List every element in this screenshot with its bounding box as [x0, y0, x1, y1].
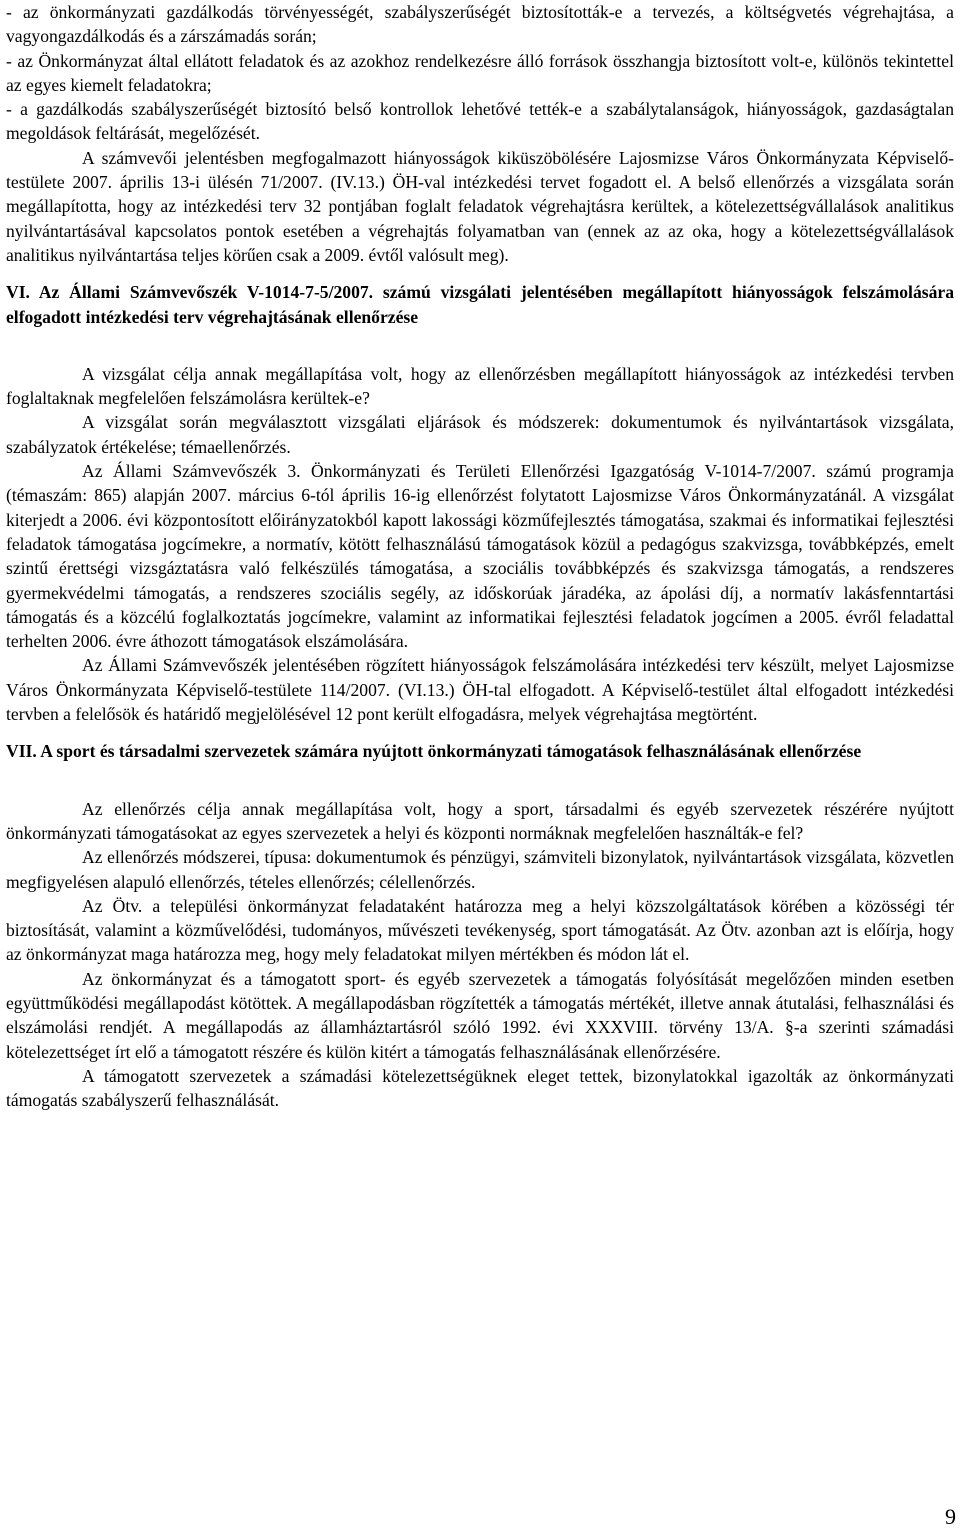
body-paragraph: Az Állami Számvevőszék 3. Önkormányzati és Területi Ellenőrzési Igazgatóság V-1014-7/2007. számú programja (témaszám: 865) alapján 2007. március 6-tól április 16-ig ellenőrzést folytatott Lajosmizse Város Önkormányzatánál. A vizsgálat kiterjedt a 2006. évi központosított előirányzatokból kapott lakossági közműfejlesztés támogatása, szakmai és informatikai fejlesztési feladatok támogatása jogcímekre, a normatív, kötött felhasználású támogatások közül a pedagógus szakvizsga, továbbképzés, emelt szintű érettségi vizsgáztatásra való felkészülés támogatása, a szociális továbbképzés és szakvizsga támogatás, a rendszeres gyermekvédelmi támogatás, a rendszeres szociális segély, az időskorúak járadéka, az ápolási díj, a normatív lakásfenntartási támogatás és a közcélú foglalkoztatás jogcímekre, valamint az informatikai fejlesztési feladatok jogcímen a 2005. évről feladattal terhelten 2006. évre áthozott támogatások elszámolására. — [6, 461, 954, 652]
body-paragraph: Az Állami Számvevőszék jelentésében rögzített hiányosságok felszámolására intézkedési terv készült, melyet Lajosmizse Város Önkormányzata Képviselő-testülete 114/2007. (VI.13.) ÖH-tal elfogadott. A Képviselő-testület által elfogadott intézkedési tervben a felelősök és határidő megjelölésével 12 pont került elfogadásra, melyek végrehajtása megtörtént. — [6, 655, 954, 725]
body-paragraph: Az önkormányzat és a támogatott sport- és egyéb szervezetek a támogatás folyósítását megelőzően minden esetben együttműködési megállapodást kötöttek. A megállapodásban rögzítették a támogatás mértékét, illetve annak átutalási, felhasználási és elszámolási rendjét. A megállapodás az államháztartásról szóló 1992. évi XXXVIII. törvény 13/A. §-a szerinti számadási kötelezettséget írt elő a támogatott részére és külön kitért a támogatás felhasználásának ellenőrzésére. — [6, 968, 954, 1062]
spacer — [6, 267, 954, 280]
spacer — [6, 764, 954, 797]
body-paragraph: A támogatott szervezetek a számadási kötelezettségüknek eleget tettek, bizonylatokkal igazolták az önkormányzati támogatás szabályszerű felhasználását. — [6, 1065, 954, 1111]
bullet-item: - az önkormányzati gazdálkodás törvényességét, szabályszerűségét biztosították-e a tervezés, a költségvetés végrehajtása, a vagyongazdálkodás és a zárszámadás során; — [6, 2, 954, 47]
section-heading-7: VII. A sport és társadalmi szervezetek számára nyújtott önkormányzati támogatások felhasználásának ellenőrzése — [6, 741, 862, 762]
body-paragraph: Az Ötv. a települési önkormányzat feladataként határozza meg a helyi közszolgáltatások körében a közösségi tér biztosítását, valamint a közművelődési, tudományos, művészeti tevékenység, sport támogatását. Az Ötv. azonban azt is előírja, hogy az önkormányzat maga határozza meg, hogy mely feladatokat milyen mértékben és módon lát el. — [6, 895, 954, 965]
document-body — [6, 0, 954, 1112]
spacer — [6, 329, 954, 362]
spacer — [6, 726, 954, 739]
page-number: 9 — [945, 1504, 956, 1529]
bullet-item: - az Önkormányzat által ellátott feladatok és az azokhoz rendelkezésre álló források összhangja biztosított volt-e, különös tekintettel az egyes kiemelt feladatokra; — [6, 50, 954, 95]
body-paragraph: Az ellenőrzés célja annak megállapítása volt, hogy a sport, társadalmi és egyéb szervezetek részérére nyújtott önkormányzati támogatásokat az egyes szervezetek a helyi és központi normáknak megfelelően használták-e fel? — [6, 798, 954, 843]
bullet-item: - a gazdálkodás szabályszerűségét biztosító belső kontrollok lehetővé tették-e a szabálytalanságok, hiányosságok, gazdaságtalan megoldások feltárását, megelőzését. — [6, 99, 954, 144]
body-paragraph: A vizsgálat célja annak megállapítása volt, hogy az ellenőrzésben megállapított hiányosságok az intézkedési tervben foglaltaknak megfelelően felszámolásra kerültek-e? — [6, 363, 954, 409]
body-paragraph: Az ellenőrzés módszerei, típusa: dokumentumok és pénzügyi, számviteli bizonylatok, nyilvántartások vizsgálata, közvetlen megfigyelésen alapuló ellenőrzés, tételes ellenőrzés; célellenőrzés. — [6, 847, 954, 892]
body-paragraph: A vizsgálat során megválasztott vizsgálati eljárások és módszerek: dokumentumok és nyilvántartások vizsgálata, szabályzatok értékelése; témaellenőrzés. — [6, 412, 954, 457]
body-paragraph: A számvevői jelentésben megfogalmazott hiányosságok kiküszöbölésére Lajosmizse Város Önkormányzata Képviselő-testülete 2007. április 13-i ülésén 71/2007. (IV.13.) ÖH-val intézkedési tervet fogadott el. A belső ellenőrzés a vizsgálata során megállapította, hogy az intézkedési terv 32 pontjában foglalt feladatok végrehajtásra kerültek, a kötelezettségvállalások analitikus nyilvántartásával kapcsolatos pontok esetében a végrehajtás folyamatban van (ennek az az oka, hogy a kötelezettségvállalások analitikus nyilvántartása teljes körűen csak a 2009. évtől valósult meg). — [6, 147, 954, 265]
section-heading-6: VI. Az Állami Számvevőszék V-1014-7-5/2007. számú vizsgálati jelentésében megállapított hiányosságok felszámolására elfogadott intézkedési terv végrehajtásának ellenőrzése — [6, 282, 954, 327]
